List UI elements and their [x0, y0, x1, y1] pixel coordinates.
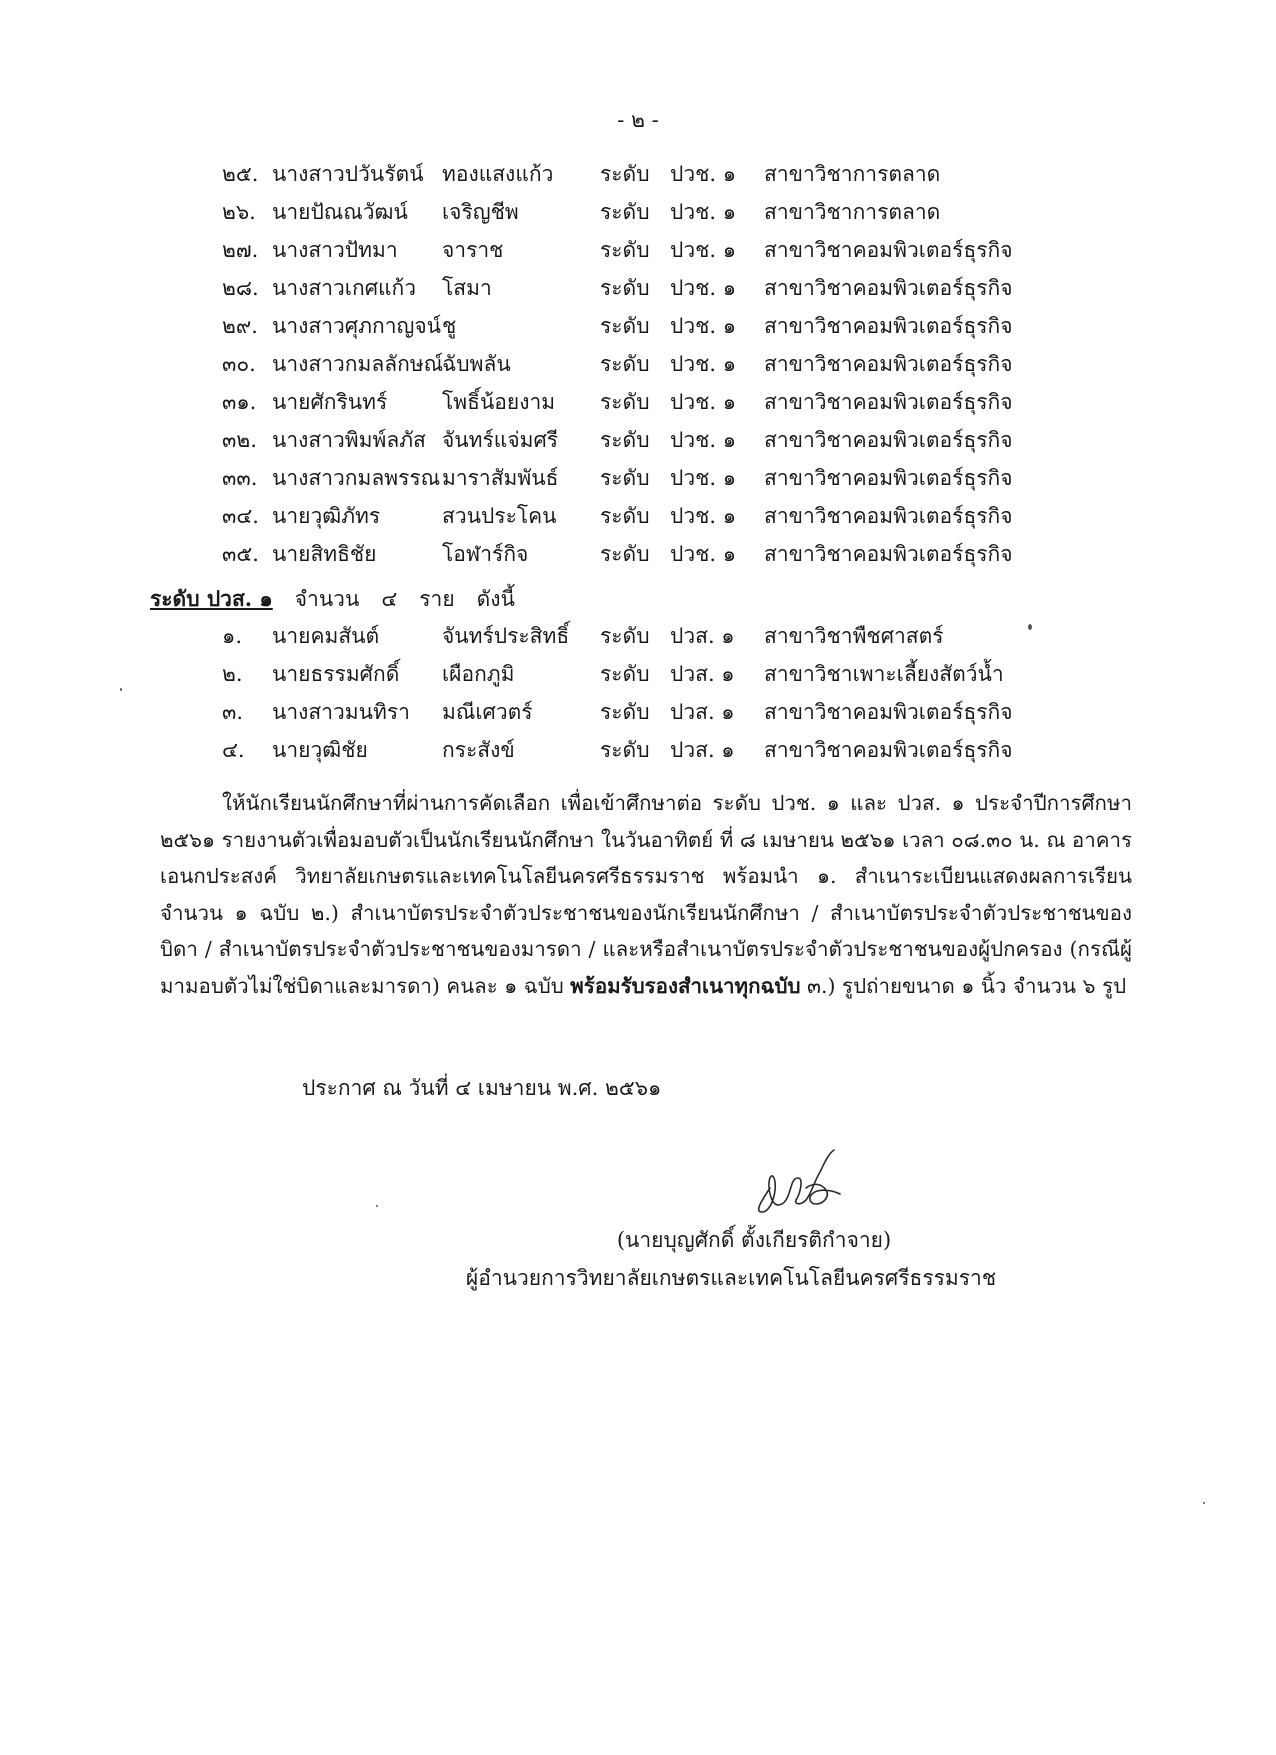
student-last-name: โอฬาร์กิจ — [442, 542, 529, 566]
level-label: ระดับ — [600, 162, 650, 186]
grade-level: ปวช. ๑ — [670, 238, 737, 262]
row-number: ๓๕. — [222, 542, 259, 566]
instruction-paragraph — [160, 785, 1132, 1005]
study-branch: สาขาวิชาคอมพิวเตอร์ธุรกิจ — [764, 390, 1013, 414]
level-label: ระดับ — [600, 314, 650, 338]
row-number: ๔. — [222, 738, 245, 762]
student-first-name: นางสาวกมลลักษณ์ — [272, 352, 444, 376]
level-label: ระดับ — [600, 624, 650, 648]
grade-level: ปวส. ๑ — [670, 738, 735, 762]
row-number: ๒๗. — [222, 238, 259, 262]
level-label: ระดับ — [600, 200, 650, 224]
student-last-name: โสมา — [442, 276, 492, 300]
study-branch: สาขาวิชาคอมพิวเตอร์ธุรกิจ — [764, 700, 1013, 724]
student-first-name: นางสาวศุภกาญจน์ — [272, 314, 442, 338]
student-list-vocational-certificate — [0, 155, 1276, 573]
row-number: ๓๓. — [222, 466, 258, 490]
study-branch: สาขาวิชาเพาะเลี้ยงสัตว์น้ำ — [764, 662, 1004, 686]
section-count: ๔ — [381, 587, 398, 611]
grade-level: ปวช. ๑ — [670, 504, 737, 528]
student-last-name: โพธิ์น้อยงาม — [442, 390, 556, 414]
study-branch: สาขาวิชาคอมพิวเตอร์ธุรกิจ — [764, 238, 1013, 262]
student-row — [0, 421, 1276, 459]
level-label: ระดับ — [600, 662, 650, 686]
student-row — [0, 731, 1276, 769]
student-last-name: เจริญชีพ — [442, 200, 519, 224]
signer-name: (นายบุญศักดิ์ ตั้งเกียรติกำจาย) — [616, 1228, 892, 1252]
level-label: ระดับ — [600, 276, 650, 300]
level-label: ระดับ — [600, 542, 650, 566]
grade-level: ปวช. ๑ — [670, 352, 737, 376]
student-row — [0, 231, 1276, 269]
level-label: ระดับ — [600, 428, 650, 452]
row-number: ๓๑. — [222, 390, 257, 414]
grade-level: ปวช. ๑ — [670, 466, 737, 490]
scan-speck — [1028, 624, 1032, 630]
student-first-name: นายวุฒิภัทร — [272, 504, 381, 528]
level-label: ระดับ — [600, 504, 650, 528]
row-number: ๓๐. — [222, 352, 256, 376]
student-last-name: มาราสัมพันธ์ — [442, 466, 559, 490]
study-branch: สาขาวิชาคอมพิวเตอร์ธุรกิจ — [764, 314, 1013, 338]
student-last-name: ฉับพลัน — [442, 352, 511, 376]
study-branch: สาขาวิชาการตลาด — [764, 200, 941, 224]
study-branch: สาขาวิชาคอมพิวเตอร์ธุรกิจ — [764, 466, 1013, 490]
study-branch: สาขาวิชาคอมพิวเตอร์ธุรกิจ — [764, 542, 1013, 566]
student-last-name: มณีเศวตร์ — [442, 700, 533, 724]
level-label: ระดับ — [600, 390, 650, 414]
instruction-text-part1: ให้นักเรียนนักศึกษาที่ผ่านการคัดเลือก เพื่อเข้าศึกษาต่อ ระดับ ปวช. ๑ และ ปวส. ๑ ประจำปีการศึกษา ๒๕๖๑ รายงานตัวเพื่อมอบตัวเป็นนักเรียนนักศึกษา ในวันอาทิตย์ ที่ ๘ เมษายน ๒๕๖๑ เวลา ๐๘.๓๐ น. ณ อาคารเอนกประสงค์ วิทยาลัยเกษตรและเทคโนโลยีนครศรีธรรมราช พร้อมนำ ๑. สำเนาระเบียนแสดงผลการเรียน จำนวน ๑ ฉบับ ๒.) สำเนาบัตรประจำตัวประชาชนของนักเรียนนักศึกษา / สำเนาบัตรประจำตัวประชาชนของบิดา / สำเนาบัตรประจำตัวประชาชนของมารดา / และหรือสำเนาบัตรประจำตัวประชาชนของผู้ปกครอง (กรณีผู้มามอบตัวไม่ใช่บิดาและมารดา) คนละ ๑ ฉบับ — [160, 791, 1132, 998]
student-row — [0, 193, 1276, 231]
student-row — [0, 155, 1276, 193]
row-number: ๒. — [222, 662, 243, 686]
student-row — [0, 535, 1276, 573]
grade-level: ปวช. ๑ — [670, 542, 737, 566]
section-count-unit: ราย — [419, 587, 455, 611]
student-first-name: นายวุฒิชัย — [272, 738, 368, 762]
level-label: ระดับ — [600, 352, 650, 376]
student-first-name: นางสาวมนทิรา — [272, 700, 410, 724]
page-number: - ๒ - — [617, 108, 659, 132]
section-heading-high-vocational — [150, 580, 515, 618]
level-label: ระดับ — [600, 700, 650, 724]
student-last-name: ชู — [442, 314, 457, 338]
student-row — [0, 693, 1276, 731]
section-count-label: จำนวน — [294, 587, 360, 611]
study-branch: สาขาวิชาพืชศาสตร์ — [764, 624, 944, 648]
grade-level: ปวช. ๑ — [670, 314, 737, 338]
student-row — [0, 655, 1276, 693]
signer-title: ผู้อำนวยการวิทยาลัยเกษตรและเทคโนโลยีนครศรีธรรมราช — [465, 1266, 997, 1290]
student-row — [0, 383, 1276, 421]
grade-level: ปวช. ๑ — [670, 200, 737, 224]
student-first-name: นายปัณณวัฒน์ — [272, 200, 408, 224]
instruction-text-part2: ๓.) รูปถ่ายขนาด ๑ นิ้ว จำนวน ๖ รูป — [807, 973, 1127, 998]
student-row — [0, 497, 1276, 535]
scan-speck — [120, 688, 122, 691]
row-number: ๓๒. — [222, 428, 257, 452]
study-branch: สาขาวิชาคอมพิวเตอร์ธุรกิจ — [764, 504, 1013, 528]
grade-level: ปวช. ๑ — [670, 162, 737, 186]
grade-level: ปวส. ๑ — [670, 662, 735, 686]
grade-level: ปวช. ๑ — [670, 390, 737, 414]
student-row — [0, 307, 1276, 345]
row-number: ๒๕. — [222, 162, 259, 186]
row-number: ๓๔. — [222, 504, 259, 528]
student-row — [0, 459, 1276, 497]
student-first-name: นายสิทธิชัย — [272, 542, 377, 566]
grade-level: ปวช. ๑ — [670, 428, 737, 452]
announcement-date: ประกาศ ณ วันที่ ๔ เมษายน พ.ศ. ๒๕๖๑ — [302, 1076, 662, 1100]
study-branch: สาขาวิชาคอมพิวเตอร์ธุรกิจ — [764, 738, 1013, 762]
scan-speck — [1203, 1502, 1205, 1504]
student-row — [0, 269, 1276, 307]
student-first-name: นางสาวกมลพรรณ — [272, 466, 441, 490]
row-number: ๑. — [222, 624, 243, 648]
row-number: ๒๖. — [222, 200, 256, 224]
level-label: ระดับ — [600, 738, 650, 762]
study-branch: สาขาวิชาคอมพิวเตอร์ธุรกิจ — [764, 352, 1013, 376]
row-number: ๒๘. — [222, 276, 259, 300]
level-label: ระดับ — [600, 466, 650, 490]
study-branch: สาขาวิชาการตลาด — [764, 162, 941, 186]
grade-level: ปวส. ๑ — [670, 700, 735, 724]
student-first-name: นางสาวเกศแก้ว — [272, 276, 417, 300]
student-row — [0, 617, 1276, 655]
study-branch: สาขาวิชาคอมพิวเตอร์ธุรกิจ — [764, 428, 1013, 452]
student-first-name: นางสาวปัทมา — [272, 238, 398, 262]
student-last-name: จันทร์แจ่มศรี — [442, 428, 559, 452]
student-row — [0, 345, 1276, 383]
study-branch: สาขาวิชาคอมพิวเตอร์ธุรกิจ — [764, 276, 1013, 300]
row-number: ๒๙. — [222, 314, 258, 338]
grade-level: ปวช. ๑ — [670, 276, 737, 300]
level-label: ระดับ — [600, 238, 650, 262]
student-last-name: สวนประโคน — [442, 504, 557, 528]
row-number: ๓. — [222, 700, 244, 724]
student-last-name: จันทร์ประสิทธิ์ — [442, 624, 570, 648]
student-last-name: ทองแสงแก้ว — [442, 162, 554, 186]
student-first-name: นายธรรมศักดิ์ — [272, 662, 400, 686]
student-first-name: นายศักรินทร์ — [272, 390, 388, 414]
student-first-name: นายคมสันต์ — [272, 624, 380, 648]
section-title: ระดับ ปวส. ๑ — [150, 586, 273, 611]
instruction-bold-text: พร้อมรับรองสำเนาทุกฉบับ — [570, 973, 801, 998]
student-first-name: นางสาวพิมพ์ลภัส — [272, 428, 426, 452]
section-suffix: ดังนี้ — [476, 587, 515, 611]
student-last-name: กระสังข์ — [442, 738, 515, 762]
grade-level: ปวส. ๑ — [670, 624, 735, 648]
student-first-name: นางสาวปวันรัตน์ — [272, 162, 424, 186]
student-last-name: จาราช — [442, 238, 504, 262]
handwritten-signature — [748, 1148, 858, 1216]
scan-speck — [376, 1205, 378, 1207]
student-last-name: เผือกภูมิ — [442, 662, 515, 686]
student-list-high-vocational — [0, 617, 1276, 769]
